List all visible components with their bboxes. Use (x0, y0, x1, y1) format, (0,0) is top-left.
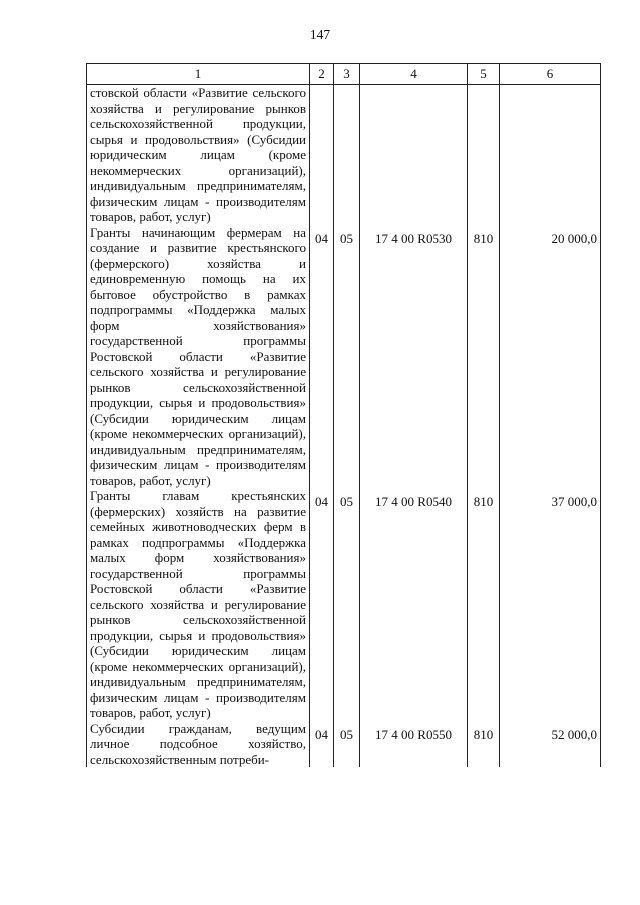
col-header-5: 5 (468, 64, 500, 85)
row-target-code: 17 4 00 R0550 (360, 721, 468, 768)
col-header-3: 3 (334, 64, 360, 85)
row-subsection: 05 (334, 721, 360, 768)
row-section (310, 85, 334, 225)
row-name: стовской области «Развитие сельского хозяйства и регулирование рынков сельскохозяйственной продукции, сырья и продовольствия» (Субсидии юридическим лицам (кроме некоммерческих организаций), индивидуальным предпринимателям, физическим лицам - производителям товаров, работ, услуг) (87, 85, 310, 225)
table-row (87, 225, 601, 489)
row-expense-type (468, 85, 500, 225)
row-section: 04 (310, 721, 334, 768)
row-name: Гранты главам крестьянских (фермерских) хозяйств на развитие семейных животноводческих ферм в рамках подпрограммы «Поддержка малых форм хозяйствования» государственной программы Ростовской области «Развитие сельского хозяйства и регулирование рынков сельскохозяйственной продукции, сырья и продовольствия» (Субсидии юридическим лицам (кроме некоммерческих организаций), индивидуальным предпринимателям, физическим лицам - производителям товаров, работ, услуг) (87, 488, 310, 721)
budget-table (86, 63, 601, 767)
table-row (87, 721, 601, 768)
page-number: 147 (309, 27, 331, 42)
col-header-4: 4 (360, 64, 468, 85)
table-header-row (87, 64, 601, 85)
row-subsection: 05 (334, 225, 360, 489)
row-target-code: 17 4 00 R0540 (360, 488, 468, 721)
row-expense-type: 810 (468, 488, 500, 721)
row-section: 04 (310, 488, 334, 721)
row-name: Субсидии гражданам, ведущим личное подсобное хозяйство, сельскохозяйственным потреби- (87, 721, 310, 768)
row-target-code: 17 4 00 R0530 (360, 225, 468, 489)
table-row (87, 488, 601, 721)
col-header-2: 2 (310, 64, 334, 85)
col-header-1: 1 (87, 64, 310, 85)
col-header-6: 6 (500, 64, 601, 85)
row-amount: 52 000,0 (500, 721, 601, 768)
row-subsection (334, 85, 360, 225)
row-name: Гранты начинающим фермерам на создание и развитие крестьянского (фермерского) хозяйства и единовременную помощь на их бытовое обустройство в рамках подпрограммы «Поддержка малых форм хозяйствования» государственной программы Ростовской области «Развитие сельского хозяйства и регулирование рынков сельскохозяйственной продукции, сырья и продовольствия» (Субсидии юридическим лицам (кроме некоммерческих организаций), индивидуальным предпринимателям, физическим лицам - производителям товаров, работ, услуг) (87, 225, 310, 489)
row-expense-type: 810 (468, 225, 500, 489)
table-row (87, 85, 601, 225)
row-amount: 37 000,0 (500, 488, 601, 721)
row-amount: 20 000,0 (500, 225, 601, 489)
row-amount (500, 85, 601, 225)
row-target-code (360, 85, 468, 225)
row-subsection: 05 (334, 488, 360, 721)
row-expense-type: 810 (468, 721, 500, 768)
row-section: 04 (310, 225, 334, 489)
